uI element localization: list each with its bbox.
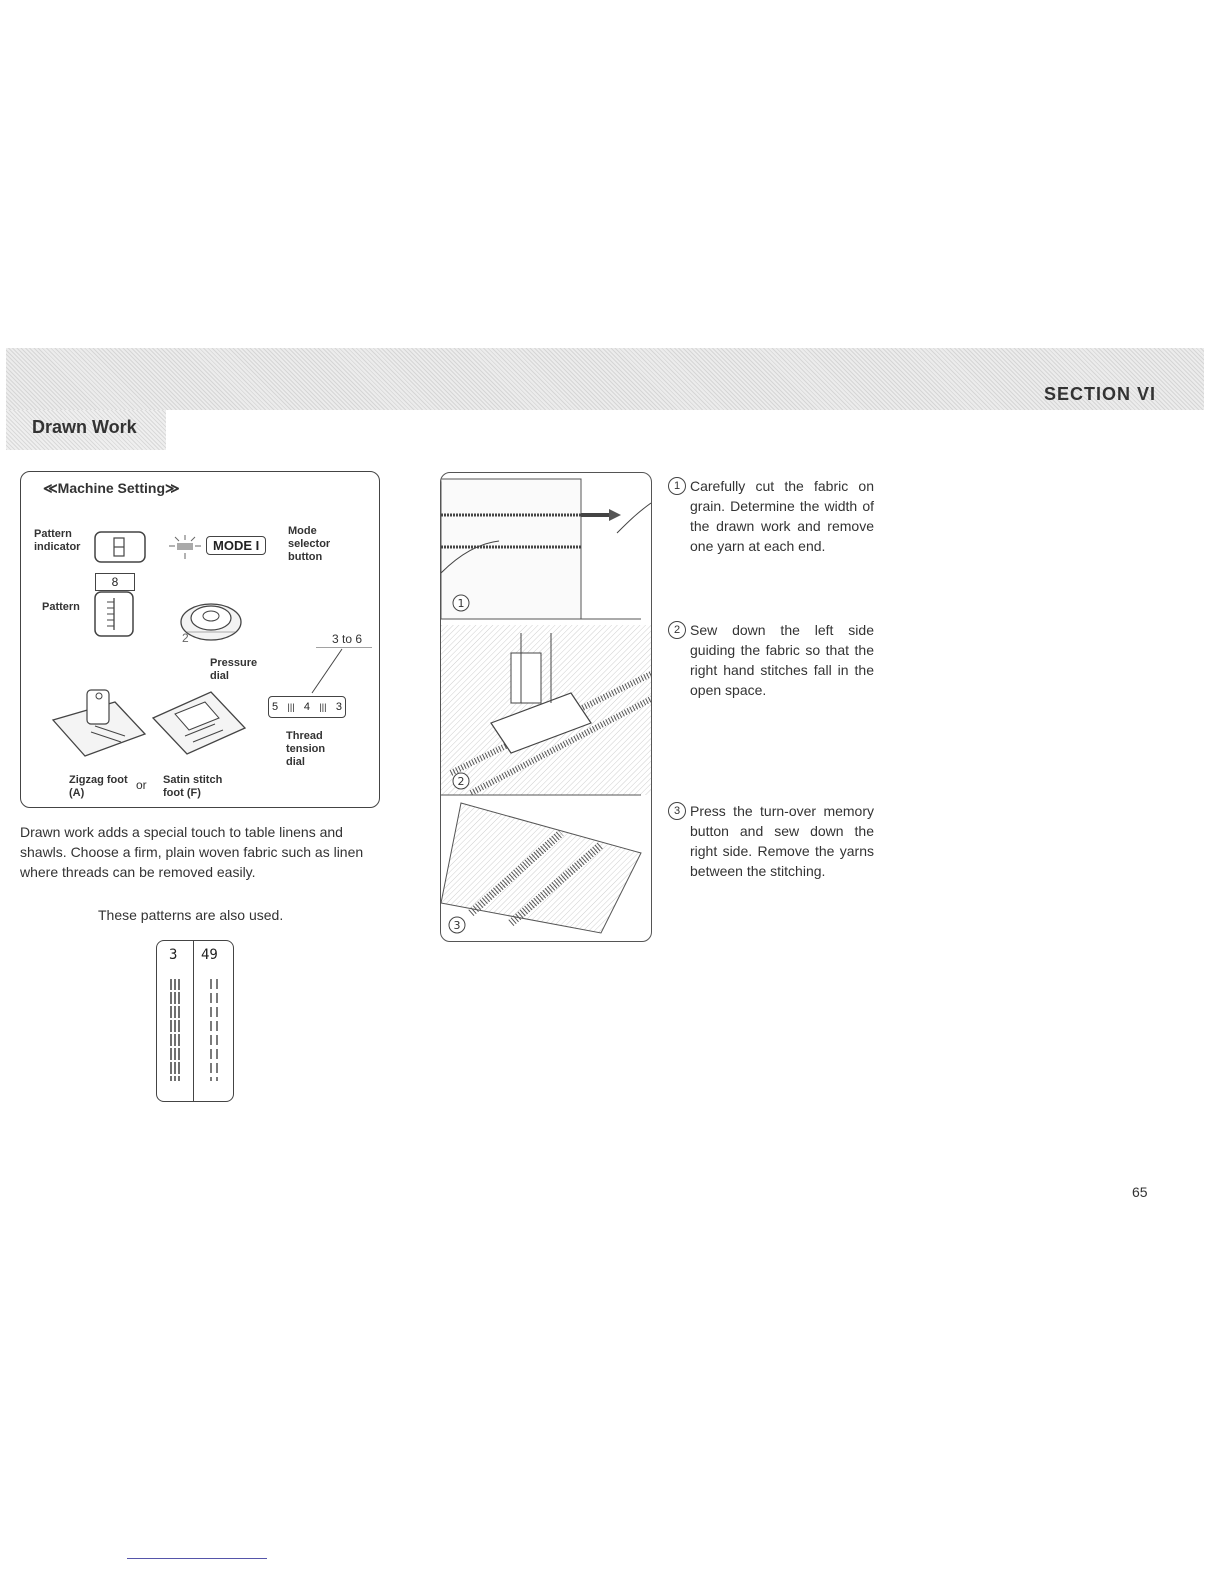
tension-ticks-left: ||| — [287, 702, 295, 712]
section-title: SECTION VI — [1043, 384, 1156, 404]
page-heading: Drawn Work — [32, 417, 137, 437]
step-1 — [668, 476, 874, 556]
patterns-caption: These patterns are also used. — [98, 907, 284, 923]
pattern-3-number: 3 — [169, 947, 178, 963]
mode-selector-label: Mode selector button — [288, 525, 331, 563]
pattern-label: Pattern — [42, 601, 80, 613]
body-text: Drawn work adds a special touch to table linens and shawls. Choose a firm, plain woven fabric such as linen where threads can be removed easily. — [20, 824, 364, 880]
satin-foot-label: Satin stitch foot (F) — [163, 774, 223, 799]
pattern-49-stitch-icon — [205, 975, 225, 1085]
step-1-text: Carefully cut the fabric on grain. Determine the width of the drawn work and remove one yarn at each end. — [690, 478, 874, 554]
pattern-49-number: 49 — [201, 947, 218, 963]
tension-pointer-line — [306, 647, 376, 697]
step-3-number: 3 — [668, 802, 686, 820]
step-1-number: 1 — [668, 477, 686, 495]
page-number: 65 — [1132, 1184, 1148, 1200]
svg-text:1: 1 — [457, 597, 465, 610]
step-2-text: Sew down the left side guiding the fabric so that the right hand stitches fall in the open space. — [690, 622, 874, 698]
step-3-text: Press the turn-over memory button and sew down the right side. Remove the yarns between the stitching. — [690, 803, 874, 879]
pressure-value: 2 — [182, 631, 189, 645]
step-2 — [668, 620, 874, 700]
pattern-card — [156, 940, 234, 1102]
thread-tension-label: Thread tension dial — [286, 730, 326, 768]
machine-setting-title: ≪Machine Setting≫ — [43, 480, 180, 496]
pattern-3-stitch-icon — [167, 975, 187, 1085]
zigzag-foot-label: Zigzag foot (A) — [69, 774, 128, 799]
satin-stitch-foot-icon — [145, 684, 251, 760]
pattern-indicator-label: Pattern indicator — [34, 528, 81, 553]
machine-setting-panel — [20, 471, 380, 808]
step-illustrations — [440, 472, 652, 942]
drawn-work-illustration — [441, 473, 652, 942]
pattern-indicator-icon — [93, 530, 147, 564]
tension-range-label: 3 to 6 — [332, 632, 363, 646]
section-header-band — [6, 348, 1204, 410]
pressure-dial-icon — [171, 592, 251, 662]
tension-value-low: 3 — [335, 701, 342, 713]
zigzag-foot-icon — [45, 684, 151, 760]
tension-value-high: 5 — [272, 701, 279, 713]
pattern-card-divider — [193, 941, 194, 1101]
indicator-light-icon — [167, 534, 203, 560]
bottom-rule — [127, 1558, 267, 1559]
pattern-stitch-icon — [93, 590, 135, 638]
svg-text:3: 3 — [453, 919, 461, 932]
mode-button: MODE I — [206, 536, 266, 555]
or-label: or — [136, 778, 147, 792]
pressure-dial-label: Pressure dial — [210, 657, 258, 682]
step-3 — [668, 801, 874, 881]
pattern-number-box: 8 — [95, 573, 135, 591]
thread-tension-dial — [268, 696, 346, 718]
step-2-number: 2 — [668, 621, 686, 639]
svg-text:2: 2 — [457, 775, 465, 788]
tension-value-mid: 4 — [303, 701, 311, 713]
tension-ticks-right: ||| — [319, 702, 327, 712]
